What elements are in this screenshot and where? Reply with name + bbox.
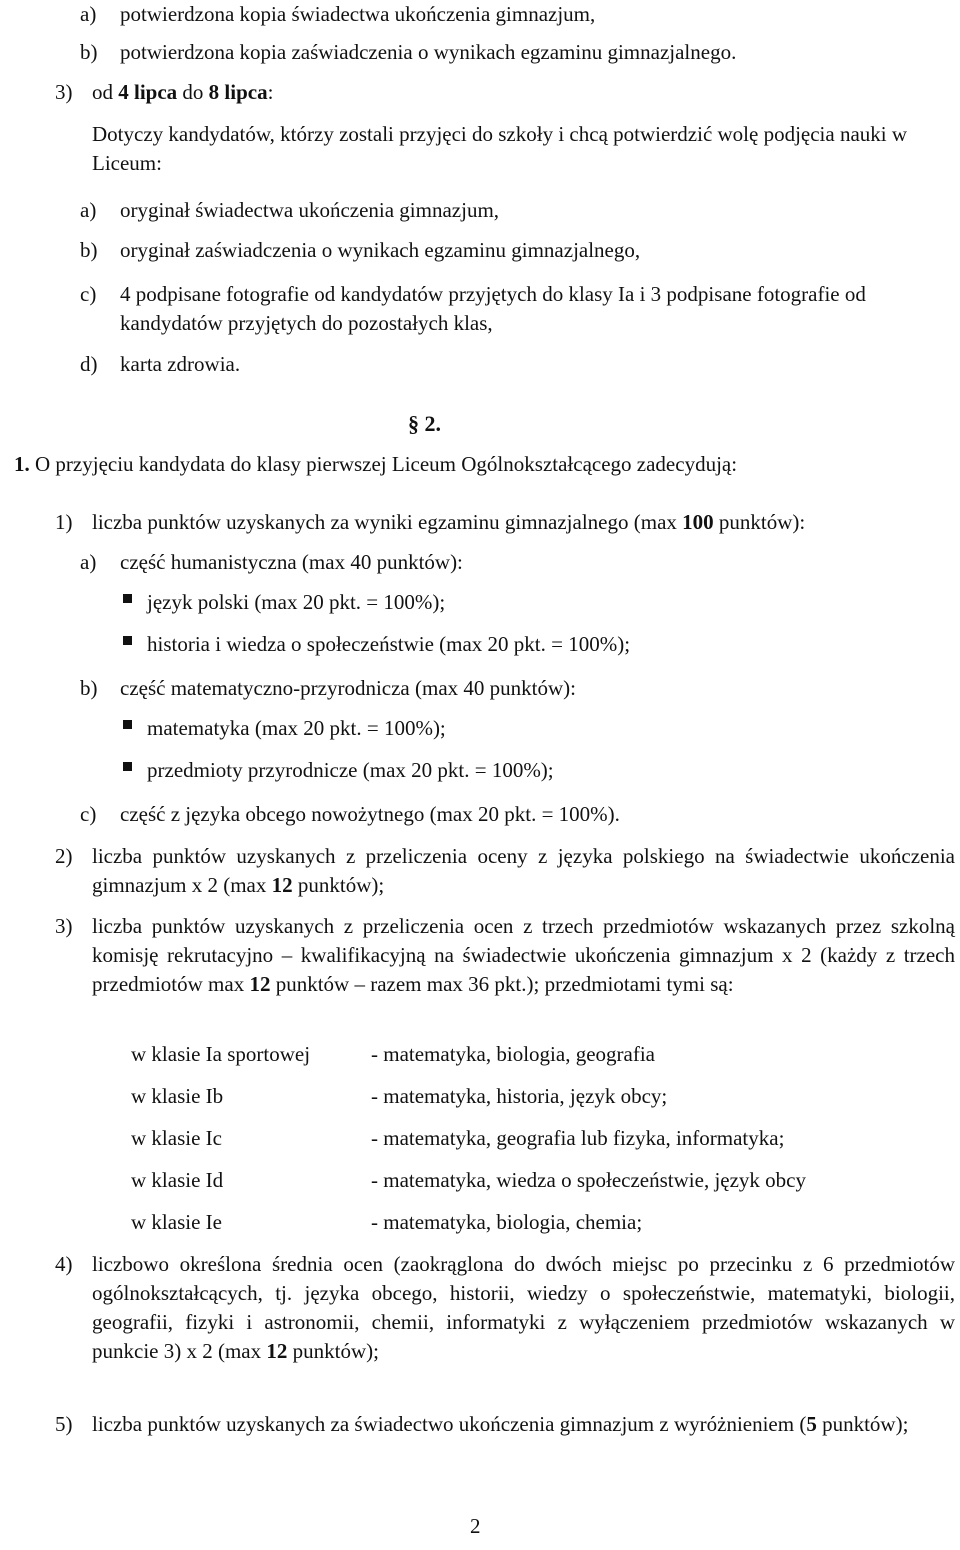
class-name: w klasie Ie [131, 1210, 222, 1234]
page-number: 2 [470, 1514, 481, 1538]
class-name: w klasie Id [131, 1168, 224, 1192]
list-label-a: a) [80, 2, 97, 26]
bullet-icon [123, 594, 132, 603]
point1-text: liczba punktów uzyskanych za wyniki egzaminu gimnazjalnego (max 100 punktów): [92, 510, 806, 534]
item3-c: 4 podpisane fotografie od kandydatów przyjętych do klasy Ia i 3 podpisane fotografie od kandydatów przyjętych do pozostałych klas, [120, 282, 866, 335]
list-label-b: b) [80, 40, 98, 64]
point1-c-label: c) [80, 802, 97, 826]
point2-label: 2) [55, 844, 73, 868]
point1-b-label: b) [80, 676, 98, 700]
point5-text: liczba punktów uzyskanych za świadectwo ukończenia gimnazjum z wyróżnieniem (5 punktów); [92, 1412, 909, 1436]
item3-intro: Dotyczy kandydatów, którzy zostali przyjęci do szkoły i chcą potwierdzić wolę podjęcia nauki w Liceum: [92, 122, 908, 175]
point1-label: 1) [55, 510, 73, 534]
point1-b-item: przedmioty przyrodnicze (max 20 pkt. = 100%); [147, 758, 554, 782]
point3-label: 3) [55, 914, 73, 938]
point1-a-text: część humanistyczna (max 40 punktów): [120, 550, 463, 574]
class-subjects: - matematyka, wiedza o społeczeństwie, język obcy [371, 1168, 806, 1192]
item3-label-d: d) [80, 352, 98, 376]
point5-label: 5) [55, 1412, 73, 1436]
item3-a: oryginał świadectwa ukończenia gimnazjum, [120, 198, 500, 222]
bullet-icon [123, 720, 132, 729]
item3-label-b: b) [80, 238, 98, 262]
point3-text: liczba punktów uzyskanych z przeliczenia ocen z trzech przedmiotów wskazanych przez szkolną komisję rekrutacyjno – kwalifikacyjną na świadectwie ukończenia gimnazjum x 2 (każdy z trzech przedmiotów max 12 punktów – razem max 36 pkt.); przedmiotami tymi są: [92, 914, 955, 996]
point1-c-text: część z języka obcego nowożytnego (max 20 pkt. = 100%). [120, 802, 620, 826]
point1-b-text: część matematyczno-przyrodnicza (max 40 punktów): [120, 676, 576, 700]
bullet-icon [123, 636, 132, 645]
point4-text: liczbowo określona średnia ocen (zaokrąglona do dwóch miejsc po przecinku z 6 przedmiotów ogólnokształcących, tj. języka obcego, historii, wiedzy o społeczeństwie, matematyki, biologii, geografii, fizyki i astronomii, chemii, informatyki z wyłączeniem przedmiotów wskazanych w punkcie 3) x 2 (max 12 punktów); [92, 1252, 955, 1363]
class-subjects: - matematyka, geografia lub fizyka, informatyka; [371, 1126, 785, 1150]
list-item-b: potwierdzona kopia zaświadczenia o wynikach egzaminu gimnazjalnego. [120, 40, 737, 64]
class-subjects: - matematyka, historia, język obcy; [371, 1084, 668, 1108]
bullet-icon [123, 762, 132, 771]
item3-b: oryginał zaświadczenia o wynikach egzaminu gimnazjalnego, [120, 238, 641, 262]
point1-a-label: a) [80, 550, 97, 574]
point1-a-item: historia i wiedza o społeczeństwie (max 20 pkt. = 100%); [147, 632, 631, 656]
item3-heading: od 4 lipca do 8 lipca: [92, 80, 274, 104]
item3-label: 3) [55, 80, 73, 104]
paragraph-1: 1. O przyjęciu kandydata do klasy pierwszej Liceum Ogólnokształcącego zadecydują: [14, 452, 738, 476]
point2-text: liczba punktów uzyskanych z przeliczenia oceny z języka polskiego na świadectwie ukończenia gimnazjum x 2 (max 12 punktów); [92, 844, 955, 897]
class-name: w klasie Ia sportowej [131, 1042, 311, 1066]
class-name: w klasie Ic [131, 1126, 222, 1150]
point1-b-item: matematyka (max 20 pkt. = 100%); [147, 716, 446, 740]
class-subjects: - matematyka, biologia, geografia [371, 1042, 655, 1066]
point1-a-item: język polski (max 20 pkt. = 100%); [147, 590, 446, 614]
list-item-a: potwierdzona kopia świadectwa ukończenia gimnazjum, [120, 2, 596, 26]
item3-d: karta zdrowia. [120, 352, 241, 376]
item3-label-c: c) [80, 282, 97, 306]
class-name: w klasie Ib [131, 1084, 224, 1108]
class-subjects: - matematyka, biologia, chemia; [371, 1210, 643, 1234]
point4-label: 4) [55, 1252, 73, 1276]
item3-label-a: a) [80, 198, 97, 222]
section-heading: § 2. [408, 411, 441, 436]
